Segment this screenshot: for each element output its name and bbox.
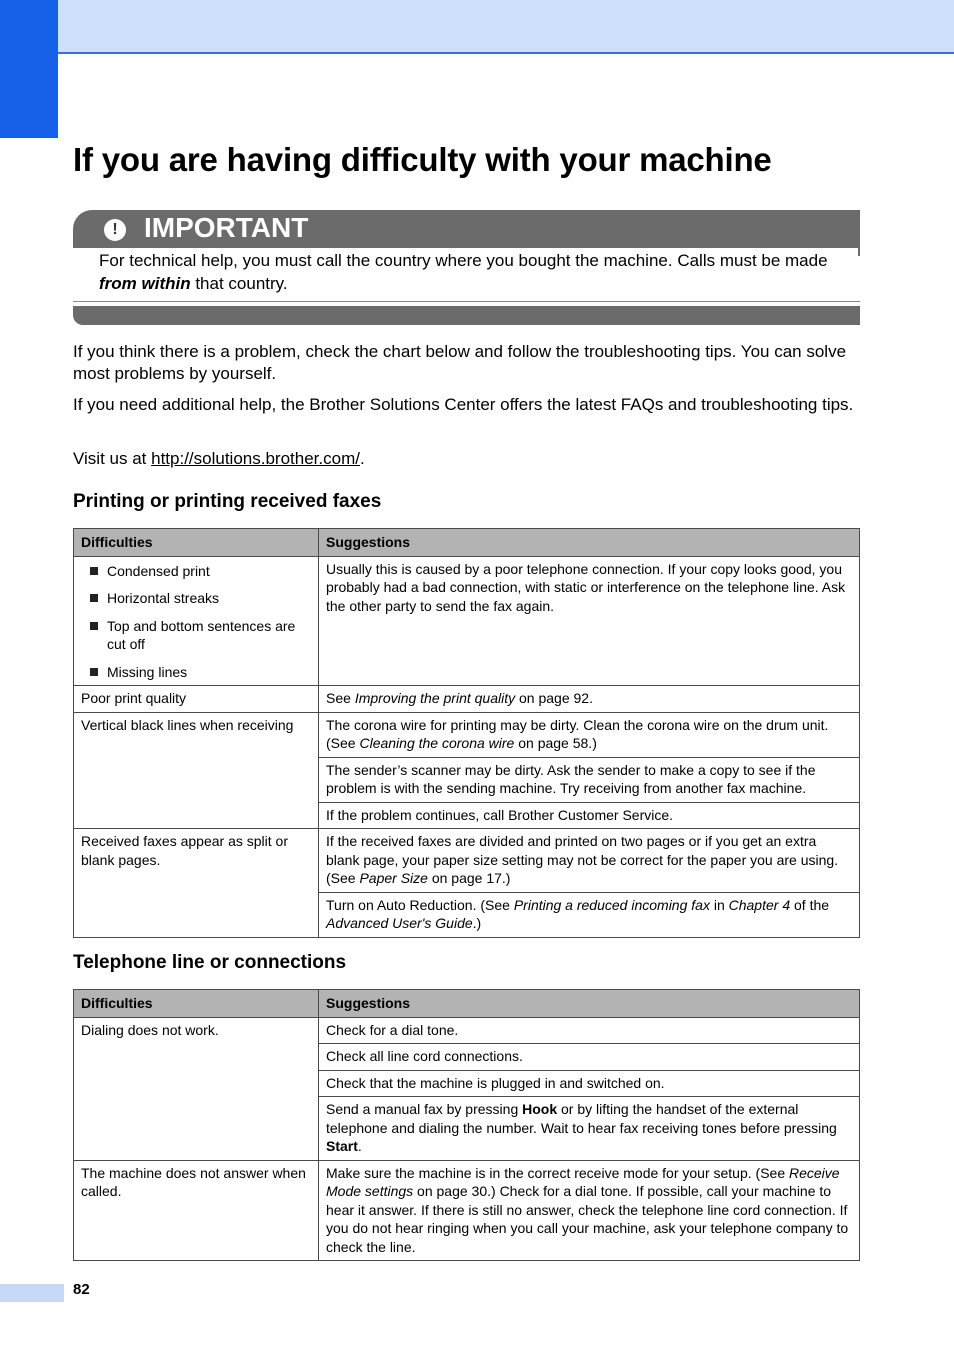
difficulty-cell: Vertical black lines when receiving <box>74 712 319 829</box>
list-item: Horizontal streaks <box>81 589 311 608</box>
suggestion-cell: Make sure the machine is in the correct receive mode for your setup. (See Receive Mode settings on page 30.) Check for a dial tone. If possible, call your machine to hear it answer. If there is still no answer, check the telephone line cord connection. If you do not hear ringing when you call your machine, ask your telephone company to check the line. <box>319 1160 860 1261</box>
suggestion-cell: The corona wire for printing may be dirty. Clean the corona wire on the drum unit. (See Cleaning the corona wire on page 58.) <box>319 712 860 757</box>
difficulty-cell: The machine does not answer when called. <box>74 1160 319 1261</box>
visit-line: Visit us at http://solutions.brother.com/. <box>73 449 365 468</box>
suggestion-cell: If the received faxes are divided and printed on two pages or if you get an extra blank page, your paper size setting may not be correct for the paper you are using. (See Paper Size on page 17.) <box>319 829 860 893</box>
suggestion-cell: Send a manual fax by pressing Hook or by lifting the handset of the external telephone and dialing the number. Wait to hear fax receiving tones before pressing Start. <box>319 1097 860 1161</box>
header-suggestions: Suggestions <box>319 990 860 1018</box>
printing-troubleshooting-table <box>73 528 860 938</box>
table-row <box>74 829 860 893</box>
table-header-row <box>74 529 860 557</box>
table-row <box>74 712 860 757</box>
suggestion-cell: Check for a dial tone. <box>319 1017 860 1044</box>
important-emphasis: from within <box>99 274 191 293</box>
list-item: Condensed print <box>81 562 311 581</box>
intro-paragraph-1: If you think there is a problem, check the chart below and follow the troubleshooting tips. You can solve most problems by yourself. <box>73 342 847 383</box>
chapter-tab <box>0 0 58 138</box>
table-row <box>74 686 860 713</box>
important-edge <box>858 248 860 256</box>
suggestion-cell: Turn on Auto Reduction. (See Printing a reduced incoming fax in Chapter 4 of the Advanced User's Guide.) <box>319 892 860 937</box>
footer-band <box>0 1284 64 1302</box>
suggestion-cell: See Improving the print quality on page 92. <box>319 686 860 713</box>
table-row <box>74 1017 860 1044</box>
square-bullet-icon <box>90 668 98 676</box>
suggestion-cell: Check that the machine is plugged in and switched on. <box>319 1070 860 1097</box>
header-band <box>58 0 954 54</box>
suggestion-cell: The sender’s scanner may be dirty. Ask the sender to make a copy to see if the problem is with the sending machine. Try receiving from another fax machine. <box>319 757 860 802</box>
suggestion-cell: Usually this is caused by a poor telephone connection. If your copy looks good, you probably had a bad connection, with static or interference on the telephone line. Ask the other party to send the fax again. <box>319 556 860 686</box>
intro-paragraph-2: If you need additional help, the Brother Solutions Center offers the latest FAQs and troubleshooting tips. <box>73 395 854 414</box>
table-row <box>74 556 860 686</box>
important-footer-bar <box>73 306 860 325</box>
square-bullet-icon <box>90 567 98 575</box>
header-difficulties: Difficulties <box>74 529 319 557</box>
difficulty-cell: Received faxes appear as split or blank pages. <box>74 829 319 938</box>
solutions-link[interactable]: http://solutions.brother.com/ <box>151 449 360 468</box>
table-header-row <box>74 990 860 1018</box>
difficulty-cell: Poor print quality <box>74 686 319 713</box>
difficulty-cell <box>74 556 319 686</box>
square-bullet-icon <box>90 594 98 602</box>
table-row <box>74 1160 860 1261</box>
exclamation-icon: ! <box>104 219 126 241</box>
list-item: Missing lines <box>81 663 311 682</box>
difficulty-cell: Dialing does not work. <box>74 1017 319 1160</box>
square-bullet-icon <box>90 622 98 630</box>
telephone-troubleshooting-table <box>73 989 860 1261</box>
page-title: If you are having difficulty with your machine <box>73 141 772 178</box>
suggestion-cell: If the problem continues, call Brother Customer Service. <box>319 802 860 829</box>
header-difficulties: Difficulties <box>74 990 319 1018</box>
important-text: For technical help, you must call the country where you bought the machine. Calls must be made from within that country. <box>99 251 828 293</box>
suggestion-cell: Check all line cord connections. <box>319 1044 860 1071</box>
header-suggestions: Suggestions <box>319 529 860 557</box>
difficulty-list <box>81 560 311 682</box>
page-number: 82 <box>73 1281 90 1298</box>
important-banner <box>73 210 860 248</box>
section-heading-printing: Printing or printing received faxes <box>73 491 382 512</box>
list-item: Top and bottom sentences are cut off <box>81 617 311 654</box>
section-heading-telephone: Telephone line or connections <box>73 952 347 973</box>
important-label: IMPORTANT <box>144 212 309 243</box>
